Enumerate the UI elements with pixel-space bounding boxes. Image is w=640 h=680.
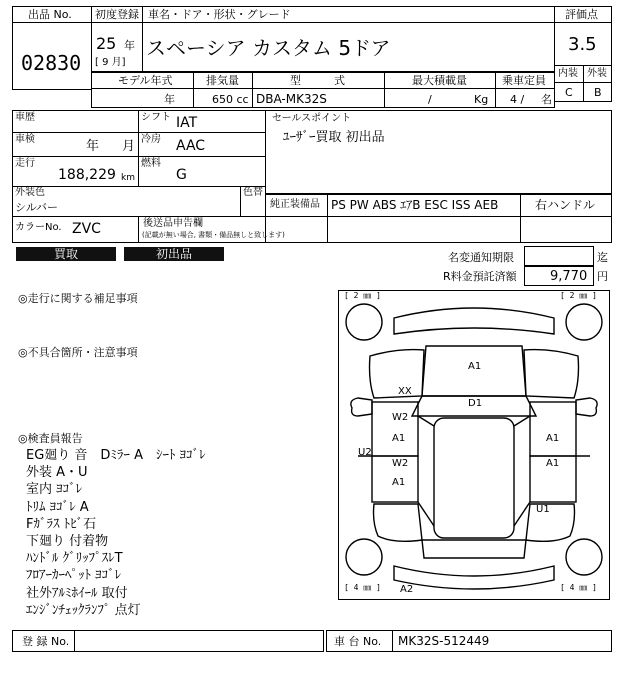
inspector-line: 下廻り 付着物 xyxy=(26,534,109,549)
history-label: 車歴 xyxy=(15,112,35,123)
mark-right-front-door: A1 xyxy=(546,433,560,444)
lot-number: 02830 xyxy=(21,51,82,75)
color-no-label: カラーNo. xyxy=(15,222,62,233)
inspector-line: ﾊﾝﾄﾞﾙ ｸﾞﾘｯﾌﾟｽﾚT xyxy=(26,551,123,567)
tag-first-listing: 初出品 xyxy=(124,247,224,261)
recycle-label: R料金預託済額 xyxy=(443,270,517,283)
car-damage-diagram xyxy=(338,290,610,600)
car-name-label: 車名・ドア・形状・グレード xyxy=(148,8,291,21)
inspector-line: Fｶﾞﾗｽ ﾄﾋﾞ石 xyxy=(26,516,97,532)
fuel-value: G xyxy=(176,167,187,183)
mark-right-rear-door: A1 xyxy=(546,458,560,469)
mark-hood: A1 xyxy=(468,361,482,372)
mileage-value: 188,229 xyxy=(58,167,116,183)
model-year-label: モデル年式 xyxy=(118,74,173,87)
first-reg-year: 25 xyxy=(96,34,117,53)
post-docs-label: 後送品申告欄 xyxy=(143,218,203,229)
inspection-month-unit: 月 xyxy=(122,139,136,154)
displacement-label: 排気量 xyxy=(206,74,239,87)
model-year-unit: 年 xyxy=(164,93,175,106)
interior-grade: C xyxy=(565,86,573,99)
lot-label: 出品 No. xyxy=(28,8,72,21)
mark-left-front-door-b: A1 xyxy=(392,433,406,444)
equipment-label: 純正装備品 xyxy=(270,199,320,210)
mark-left-front-door-a: W2 xyxy=(392,412,409,423)
recycle-unit: 円 xyxy=(597,270,608,283)
capacity-unit: 名 xyxy=(541,93,552,106)
color-change-label: 色替 xyxy=(243,187,263,198)
type-label: 型 式 xyxy=(290,74,345,87)
inspector-line: 室内 ﾖｺﾞﾚ xyxy=(26,482,83,498)
exterior-grade: B xyxy=(594,86,602,99)
post-docs-note: (記載が無い場合, 書類・備品無しと致します) xyxy=(142,231,285,239)
inspector-line: 社外ｱﾙﾐﾎｲｰﾙ 取付 xyxy=(26,585,128,601)
mark-left-rear-door-b: A1 xyxy=(392,477,406,488)
shift-value: IAT xyxy=(176,115,198,131)
rating-value: 3.5 xyxy=(568,34,597,55)
color-no-value: ZVC xyxy=(72,221,101,237)
defects-label: ◎不具合箇所・注意事項 xyxy=(18,346,138,359)
inspector-label: ◎検査員報告 xyxy=(18,432,83,445)
tag-buyback: 買取 xyxy=(16,247,116,261)
tire-depth-top-left: [ 2 ㎜ ] xyxy=(344,291,381,300)
mark-rear-bumper: A2 xyxy=(400,584,414,595)
shift-label: シフト xyxy=(141,112,171,123)
tire-depth-top-right: [ 2 ㎜ ] xyxy=(560,291,597,300)
mark-fender-left: XX xyxy=(398,386,412,397)
driving-notes-label: ◎走行に関する補足事項 xyxy=(18,292,138,305)
sales-point-label: セールスポイント xyxy=(272,113,352,124)
max-load-unit: Kg xyxy=(474,93,489,106)
capacity-label: 乗車定員 xyxy=(502,74,546,87)
max-load-label: 最大積載量 xyxy=(412,74,467,87)
ext-color-label: 外装色 xyxy=(15,187,45,198)
tire-depth-bottom-right: [ 4 ㎜ ] xyxy=(560,583,597,592)
mark-right-rear-quarter: U1 xyxy=(536,504,550,515)
tire-depth-bottom-left: [ 4 ㎜ ] xyxy=(344,583,381,592)
inspection-label: 車検 xyxy=(15,134,35,145)
mileage-label: 走行 xyxy=(15,158,35,169)
inspector-line: 外装 A・U xyxy=(26,465,88,481)
year-unit: 年 xyxy=(124,39,135,52)
chassis-no: MK32S-512449 xyxy=(398,634,490,648)
capacity: 4 / xyxy=(510,93,525,106)
car-name: スペーシア カスタム 5ドア xyxy=(146,36,391,60)
first-reg-label: 初度登録 xyxy=(95,8,139,21)
inspector-line: ﾄﾘﾑ ﾖｺﾞﾚ A xyxy=(26,499,89,515)
first-reg-month: [ 9 月] xyxy=(95,57,126,68)
name-change-unit: 迄 xyxy=(597,251,608,264)
mileage-unit: km xyxy=(121,173,135,183)
mark-left-rear-door-a: W2 xyxy=(392,458,409,469)
equipment-value: PS PW ABS ｴｱB ESC ISS AEB xyxy=(331,198,499,212)
name-change-label: 名変通知期限 xyxy=(448,251,514,264)
name-change-box xyxy=(524,246,594,266)
ac-label: 冷房 xyxy=(141,134,161,145)
recycle-amount: 9,770 xyxy=(550,269,588,284)
exterior-label: 外装 xyxy=(587,68,607,79)
rating-label: 評価点 xyxy=(565,8,598,21)
inspector-line: ﾌﾛｱｰｶｰﾍﾟｯﾄ ﾖｺﾞﾚ xyxy=(26,568,122,584)
mark-left-side: U2 xyxy=(358,447,372,458)
mark-windshield: D1 xyxy=(468,398,483,409)
ext-color-value: シルバー xyxy=(15,201,58,214)
max-load-value: / xyxy=(428,93,432,106)
type-value: DBA-MK32S xyxy=(256,92,327,106)
inspection-year-unit: 年 xyxy=(86,139,100,154)
inspector-line: ｴﾝｼﾞﾝﾁｪｯｸﾗﾝﾌﾟ 点灯 xyxy=(26,602,141,618)
displacement: 650 cc xyxy=(212,93,249,106)
fuel-label: 燃料 xyxy=(141,158,161,169)
interior-label: 内装 xyxy=(558,68,578,79)
sales-point-text: ﾕｰｻﾞｰ買取 初出品 xyxy=(283,130,385,145)
steering-value: 右ハンドル xyxy=(535,198,596,212)
reg-no-label: 登 録 No. xyxy=(22,635,70,648)
chassis-label: 車 台 No. xyxy=(334,635,382,648)
ac-value: AAC xyxy=(176,138,206,154)
inspector-line: EG廻り 音 Dﾐﾗｰ A ｼｰﾄ ﾖｺﾞﾚ xyxy=(26,448,206,463)
